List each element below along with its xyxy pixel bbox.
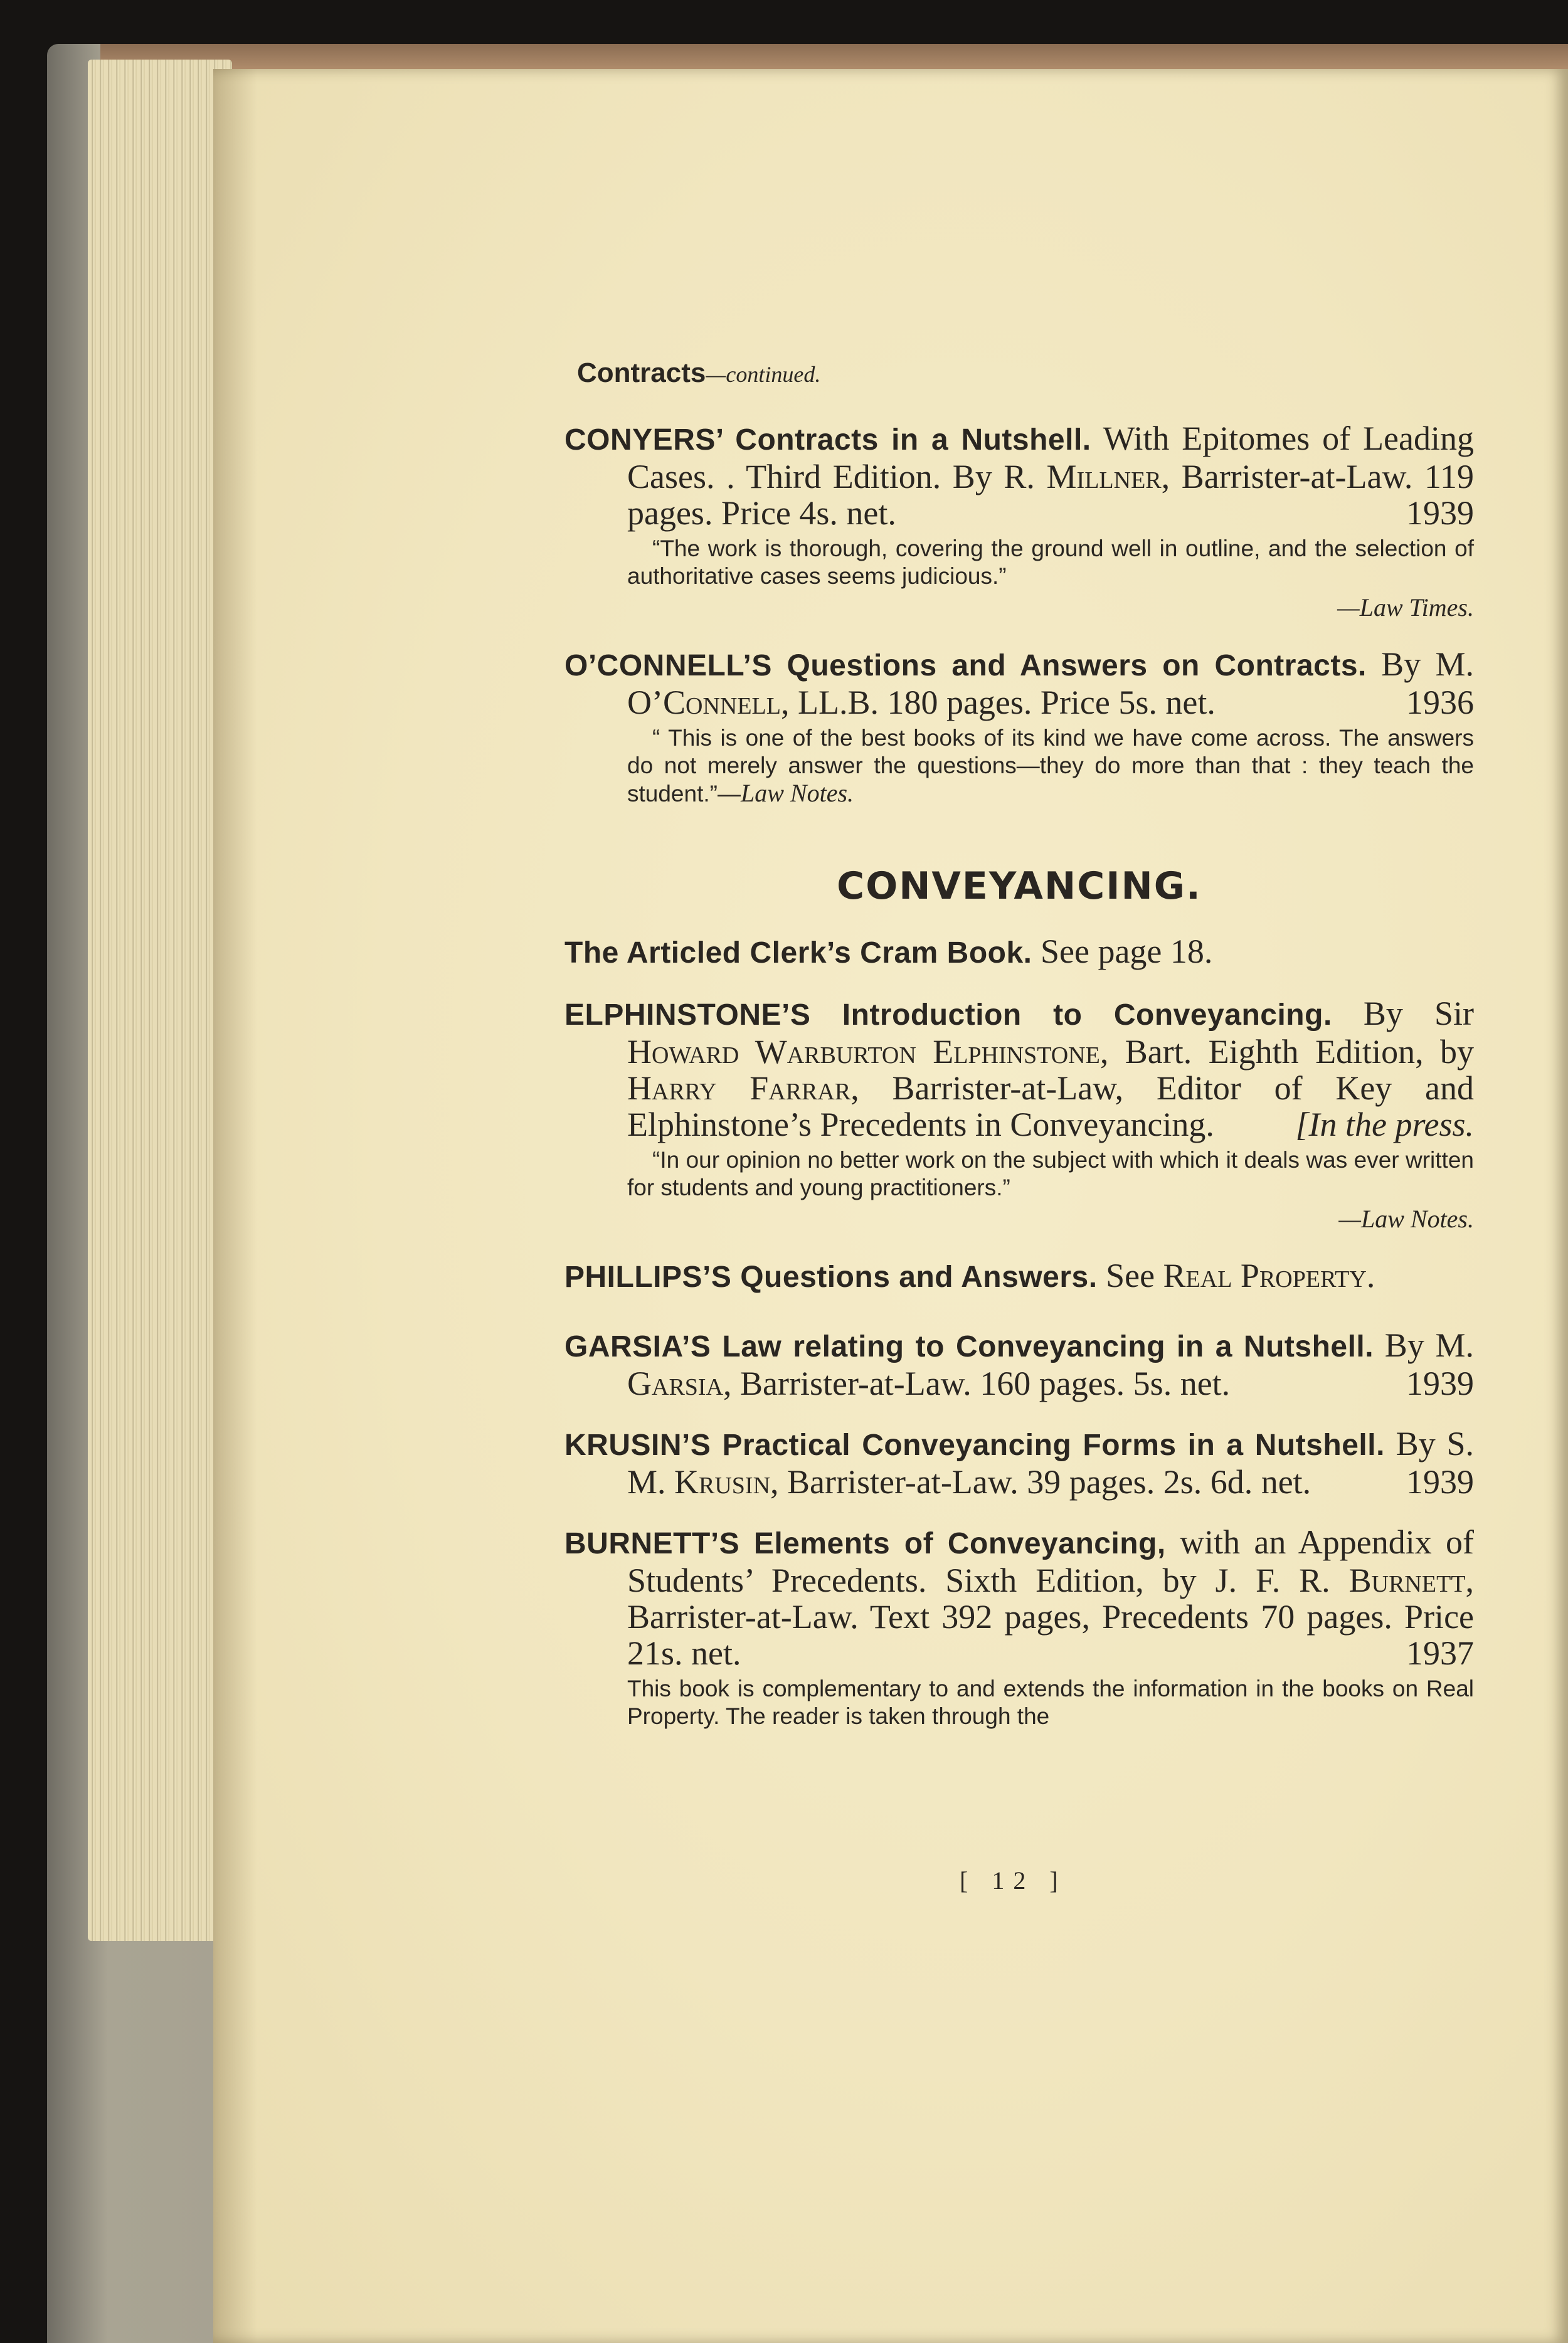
entry-garsia — [564, 1327, 1474, 1402]
entry-elphinstone-author-2: Harry Farrar — [627, 1069, 851, 1107]
entry-cram-book-text — [564, 933, 1474, 971]
entry-phillips-ref: Real Property — [1163, 1257, 1367, 1294]
entry-phillips-ref-end: . — [1366, 1257, 1375, 1294]
entry-oconnell-text — [564, 646, 1474, 721]
entry-elphinstone-body-3: , Barrister-at-Law, Editor of Key and Elphinstone’s Precedents in Conveyancing. — [627, 1069, 1475, 1143]
entry-krusin — [564, 1425, 1474, 1500]
entry-oconnell-body-after: , LL.B. 180 pages. Price 5s. net. — [780, 684, 1216, 721]
entry-conyers-author: Millner — [1046, 458, 1162, 495]
entry-oconnell-quote-text: “ This is one of the best books of its kind we have come across. The answers do not merely answer the questions—they do more than that : they teach the student.”— — [627, 725, 1474, 807]
entry-elphinstone-quote: “In our opinion no better work on the subject with which it deals was ever written for students and young practitioners.” — [627, 1147, 1474, 1200]
entry-conyers-text — [564, 420, 1474, 531]
entry-burnett-head: BURNETT’S Elements of Conveyancing, — [564, 1527, 1166, 1560]
entry-garsia-text — [564, 1327, 1474, 1402]
entry-oconnell-quote-source: Law Notes. — [740, 779, 854, 807]
entry-elphinstone-press: [In the press. — [1295, 1106, 1474, 1143]
entry-garsia-year: 1939 — [1406, 1365, 1474, 1402]
entry-burnett-author: Burnett — [1348, 1562, 1466, 1599]
entry-cram-book-body: See page 18. — [1040, 933, 1213, 970]
entry-phillips-text — [564, 1257, 1474, 1296]
entry-burnett-year: 1937 — [1406, 1634, 1474, 1672]
entry-garsia-body-after: , Barrister-at-Law. 160 pages. 5s. net. — [723, 1365, 1231, 1402]
entry-conyers-year: 1939 — [1406, 494, 1474, 532]
entry-phillips-body: See — [1106, 1257, 1155, 1294]
entry-krusin-text — [564, 1425, 1474, 1500]
entry-oconnell-body: By M. — [1381, 645, 1474, 683]
entry-oconnell-year: 1936 — [1406, 684, 1474, 721]
entry-conyers-body: With Epitomes of Leading Cases. . Third Edition. By R. — [627, 420, 1474, 495]
entry-burnett-body: with an Appendix of Students’ Precedents. Sixth Edition, by J. F. R. — [627, 1523, 1475, 1599]
running-head-title: Contracts — [577, 357, 706, 388]
page-edges — [88, 60, 232, 1941]
page-content — [564, 357, 1474, 1754]
page-number: [ 12 ] — [960, 1866, 1067, 1895]
entry-cram-book — [564, 933, 1474, 971]
entry-elphinstone-attribution: —Law Notes. — [1338, 1205, 1474, 1233]
page-gutter-shadow — [213, 69, 257, 2343]
entry-oconnell-head: O’CONNELL’S Questions and Answers on Contracts. — [564, 649, 1367, 682]
entry-burnett-note: This book is complementary to and extends the information in the books on Real Property. The reader is taken through the — [627, 1676, 1474, 1729]
entry-conyers — [564, 420, 1474, 622]
entry-oconnell-author: O’Connell — [627, 684, 781, 721]
entry-oconnell-quote — [564, 724, 1474, 808]
entry-krusin-head: KRUSIN’S Practical Conveyancing Forms in a Nutshell. — [564, 1429, 1385, 1462]
running-head-suffix: —continued. — [706, 362, 821, 387]
entry-phillips — [564, 1257, 1474, 1296]
entry-elphinstone-author-1: Howard Warburton Elphinstone — [627, 1033, 1100, 1071]
section-title-conveyancing: CONVEYANCING. — [837, 864, 1202, 908]
entry-elphinstone-body-1: By Sir — [1363, 995, 1474, 1032]
entry-krusin-year: 1939 — [1406, 1463, 1474, 1501]
entry-garsia-author: Garsia — [627, 1365, 724, 1402]
entry-garsia-head: GARSIA’S Law relating to Conveyancing in a Nutshell. — [564, 1330, 1374, 1363]
entry-cram-book-head: The Articled Clerk’s Cram Book. — [564, 936, 1032, 970]
entry-burnett-body-after: , Barrister-at-Law. Text 392 pages, Precedents 70 pages. Price 21s. net. — [627, 1562, 1475, 1672]
entry-oconnell — [564, 646, 1474, 808]
entry-conyers-attribution: —Law Times. — [1337, 593, 1474, 621]
entry-conyers-head: CONYERS’ Contracts in a Nutshell. — [564, 423, 1091, 457]
entry-elphinstone-body-2: , Bart. Eighth Edition, by — [1099, 1033, 1474, 1071]
entry-krusin-body-after: , Barrister-at-Law. 39 pages. 2s. 6d. net. — [770, 1463, 1311, 1501]
entry-elphinstone-text — [564, 995, 1474, 1143]
running-head — [577, 357, 1474, 389]
entry-krusin-body: By S. M. — [627, 1425, 1474, 1501]
entry-elphinstone-head: ELPHINSTONE’S Introduction to Conveyancing. — [564, 998, 1332, 1032]
entry-burnett — [564, 1524, 1474, 1730]
entry-krusin-author: Krusin — [674, 1463, 771, 1501]
entry-phillips-head: PHILLIPS’S Questions and Answers. — [564, 1261, 1098, 1294]
entry-burnett-text — [564, 1524, 1474, 1671]
entry-elphinstone — [564, 995, 1474, 1234]
entry-conyers-body-after: , Barrister-at-Law. 119 pages. Price 4s. net. — [627, 458, 1475, 532]
entry-garsia-body: By M. — [1384, 1326, 1475, 1364]
entry-conyers-quote: “The work is thorough, covering the ground well in outline, and the selection of authoritative cases seems judicious.” — [627, 536, 1474, 589]
